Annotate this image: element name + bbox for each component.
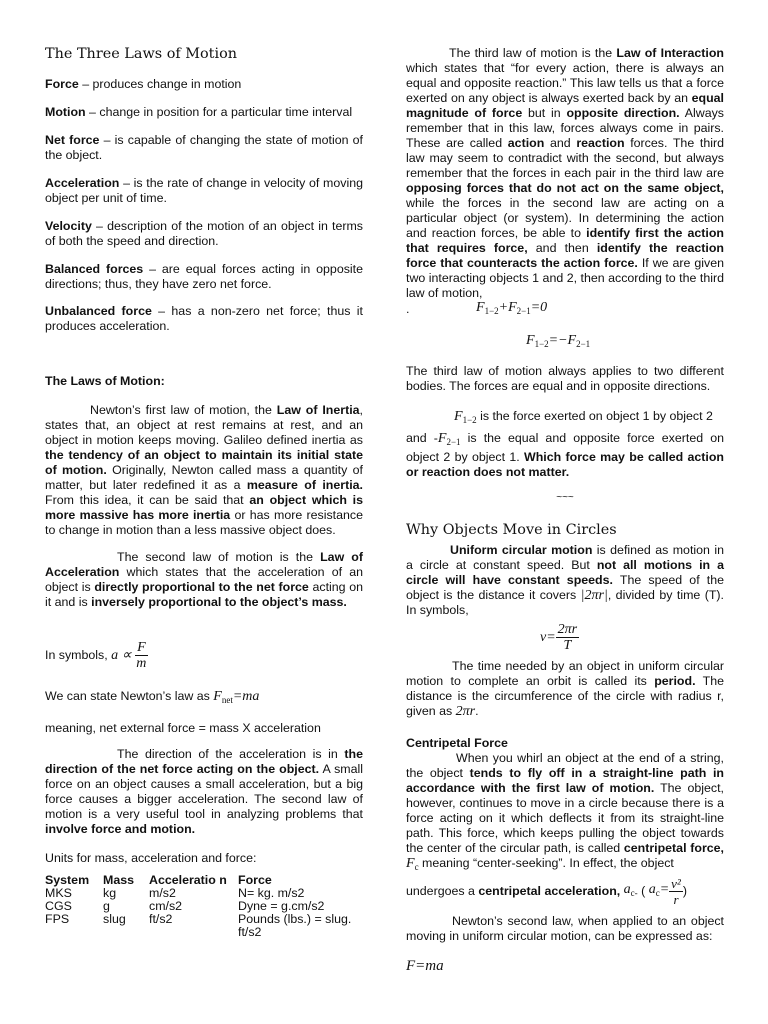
text-run: A small force on an object causes a small acceleration, but a big force causes a bigger acceleration. The second law of motion is a very useful tool in analyzing problems that [45, 762, 363, 821]
bold-text-run: not all motions in a circle will have constant speeds. [406, 558, 724, 587]
bold-text-run: centripetal force, [623, 841, 724, 855]
text-run: The second law of motion is the [117, 550, 321, 564]
newton-second-circular-paragraph: Newton’s second law, when applied to an object moving in uniform circular motion, can be expressed as: [406, 914, 724, 943]
uniform-circular-paragraph: Uniform circular motion is defined as motion in a circle at constant speed. But not all motions in a circle will have constant speeds. The speed of the object is the distance it covers |2πr|, divided by time (T). In symbols, [406, 543, 725, 617]
bold-text-run: inversely proportional to the object’s mass. [91, 595, 347, 609]
centripetal-heading: Centripetal Force [406, 736, 508, 750]
proportion-fraction: $\frac{F}{m}$ [136, 640, 147, 671]
text-run: The third law of motion is the [449, 46, 617, 60]
table-row: MKS kg m/s2 N= kg. m/s2 [45, 886, 305, 900]
second-law-paragraph [45, 550, 363, 610]
text-run: or has more resistance to change in motion than a less massive object does. [45, 508, 363, 537]
definition-velocity: Velocity – description of the motion of an object in terms of both the speed and direction. [45, 219, 363, 248]
text-run: while the forces in the second law are acting on a particular object (or system). In determining the action and reaction forces, be able to [406, 196, 724, 240]
definition-force: Force – produces change in motion [45, 77, 242, 91]
bold-text-run: Uniform circular motion [450, 543, 593, 557]
bold-text-run: involve force and motion. [45, 822, 196, 836]
circles-title: Why Objects Move in Circles [406, 522, 617, 538]
equation-opposite: $F_{1-2}=-F_{2-1}$ [526, 333, 591, 349]
period-paragraph: The time needed by an object in uniform circular motion to complete an orbit is called its period. The distance is the circumference of the circle with radius r, given as 2πr. [406, 659, 724, 719]
text-run: which states that the acceleration of an object is [45, 565, 363, 594]
definition-acceleration: Acceleration – is the rate of change in velocity of moving object per unit of time. [45, 176, 363, 205]
text-run: Always remember that in this law, forces always come in pairs. These are called [406, 106, 724, 150]
text-run: If we are given two interacting objects 1 and 2, then according to the third law of motion, [406, 256, 724, 300]
text-run: and then [527, 241, 597, 255]
text-run: and [544, 136, 577, 150]
newton-formula: $F_{net}=ma$ [213, 689, 260, 705]
table-row: CGS g cm/s2 Dyne = g.cm/s2 [45, 899, 325, 913]
text-run: but in [522, 106, 567, 120]
definition-unbalanced-force: Unbalanced force – has a non-zero net force; thus it produces acceleration. [45, 304, 363, 333]
units-title: Units for mass, acceleration and force: [45, 851, 257, 865]
two-bodies-paragraph: The third law of motion always applies to two different bodies. The forces are equal and in opposite directions. [406, 364, 724, 393]
symbols-line: In symbols, a ∝ $\frac{F}{m}$ [45, 640, 147, 671]
newton-law-line: We can state Newton’s law as $F_{net}=ma$ [45, 689, 260, 705]
bold-text-run: period. [654, 674, 696, 688]
text-run: The direction of the acceleration is in [117, 747, 345, 761]
bold-text-run: the direction of the net force acting on the object. [45, 747, 363, 776]
text-run: acting on it and is [45, 580, 363, 609]
meaning-line: meaning, net external force = mass X acceleration [45, 721, 321, 735]
bold-text-run: opposing forces that do not act on the same object, [406, 181, 724, 195]
definition-net-force: Net force – is capable of changing the state of motion of the object. [45, 133, 363, 162]
bold-text-run: Law of Acceleration [45, 550, 363, 579]
centripetal-paragraph: When you whirl an object at the end of a string, the object tends to fly off in a straight-line path in accordance with the first law of motion. The object, however, continues to move in a circle because there is a force acting on it which deflects it from its straight-line path. This force, which keeps pulling the object towards the center of the circular path, is called centripetal force, $F_c$ meaning “center-seeking”. In effect, the object [406, 751, 724, 872]
third-law-paragraph [406, 46, 724, 301]
centripetal-acceleration-line: undergoes a centripetal acceleration, $a_{c-}$ ( $a_c=$ $\frac{\text{v²}}{r}$ ) [406, 876, 687, 907]
bold-text-run: an object which is more massive has more inertia [45, 493, 364, 522]
text-run: The time needed by an object in uniform circular motion to complete an orbit is called its [406, 659, 724, 688]
text-run: When you whirl an object at the end of a string, the object [406, 751, 724, 780]
text-run: From this idea, it can be said that [45, 493, 250, 507]
table-row: FPS slug ft/s2 Pounds (lbs.) = slug. ft/s2 [45, 912, 352, 939]
text-run: The distance is the circumference of the circle with radius r, given as [406, 674, 724, 718]
text-run: is defined as motion in a circle at constant speed. But [406, 543, 724, 572]
section-separator: ~~~ [556, 492, 574, 503]
text-run: Newton’s first law of motion, the [90, 403, 277, 417]
text-run: The object, however, continues to move in a circle because there is a force acting on it which deflects it from its straight-line path. This force, which keeps pulling the object towards the center of the circular path, is called [406, 781, 724, 855]
text-run: Originally, Newton called mass a quantity of matter, but later redefined it as a [45, 463, 363, 492]
bold-text-run: directly proportional to the net force [94, 580, 309, 594]
bold-text-run: action [507, 136, 545, 150]
bold-text-run: tends to fly off in a straight-line path in accordance with the first law of motion. [406, 766, 724, 795]
direction-paragraph [45, 747, 363, 837]
f12-paragraph: $F_{1-2}$ is the force exerted on object 1 by object 2 [454, 409, 713, 425]
definition-balanced-forces: Balanced forces – are equal forces acting in opposite directions; thus, they have zero net force. [45, 262, 363, 291]
units-table-header: System Mass Acceleratio n Force [45, 873, 272, 887]
bold-text-run: Law of Interaction [616, 46, 724, 60]
text-run: , states that, an object at rest remains at rest, and an object in motion keeps moving. Galileo defined inertia as [45, 403, 363, 447]
text-run: which states that “for every action, there is always an equal and opposite reaction.” This law tells us that a force exerted on any object is always exerted back by an [406, 61, 724, 105]
units-table [45, 874, 363, 939]
bold-text-run: identify the reaction force that counteracts the action force. [406, 241, 724, 270]
bold-text-run: opposite direction. [566, 106, 680, 120]
first-law-paragraph [45, 403, 363, 538]
definition-motion: Motion – change in position for a particular time interval [45, 105, 353, 119]
laws-heading: The Laws of Motion: [45, 374, 165, 388]
text-run: forces. The third law may seem to contradict with the second, but always remember that the forces in each pair in the third law are [406, 136, 724, 180]
velocity-formula: v= $\frac{2\pi r}{T}$ [540, 622, 578, 653]
bold-text-run: reaction [576, 136, 625, 150]
bold-text-run: measure of inertia. [246, 478, 363, 492]
bold-text-run: Law of Inertia [276, 403, 360, 417]
document-page: The Three Laws of Motion Force – produces change in motion Motion – change in position for a particular time interval Net force – is capable of changing the state of motion of the object. Acceleration – is the rate of change in velocity of moving object per unit of time. Velocity – description of the motion of an object in terms of both the speed and direction. Balanced forces – are equal forces acting in opposite directions; thus, they have zero net force. Unbalanced force – has a non-zero net force; thus it produces acceleration. The Laws of Motion: Newton’s first law of motion, the Law of Inertia, states that, an object at rest remains at rest, and an object in motion keeps moving. Galileo defined inertia as the tendency of an object to maintain its initial state of motion. Originally, Newton called mass a quantity of matter, but later redefined it as a measure of inertia. From this idea, it can be said that an object which is more massive has more inertia or has more resistance to change in motion than a less massive object does. The second law of motion is the Law of Acceleration which states that the acceleration of an object is directly proportional to the net force acting on it and is inversely proportional to the object’s mass. In symbols, a ∝ $\frac{F}{m}$ We can state Newton’s law as $F_{net}=ma$ meaning, net external force = mass X acceleration The direction of the acceleration is in the direction of the net force acting on the object. A small force on an object causes a small acceleration, but a big force causes a bigger acceleration. The second law of motion is a very useful tool in analyzing problems that involve force and motion. Units for mass, acceleration and force: System Mass Acceleratio n Force MKS kg m/s2 N= kg. m/s2 CGS g cm/s2 Dyne = g.cm/s2 FPS slug ft/s2 Pounds (lbs.) = slug. ft/s2 The third law of motion is the Law of Interaction which states that “for every action, there is always an equal and opposite reaction.” This law tells us that a force exerted on any object is always exerted back by an equal magnitude of force but in opposite direction. Always remember that in this law, forces always come in pairs. These are called action and reaction forces. The third law may seem to contradict with the second, but always remember that the forces in each pair in the third law are opposing forces that do not act on the same object, while the forces in the second law are acting on a particular object (or system). In determining the action and reaction forces, be able to identify first the action that requires force, and then identify the reaction force that counteracts the action force. If we are given two interacting objects 1 and 2, then according to the third law of motion, . $F_{1-2}+F_{2-1}=0$ $F_{1-2}=-F_{2-1}$ The third law of motion always applies to two different bodies. The forces are equal and in opposite directions. $F_{1-2}$ is the force exerted on object 1 by object 2 and $-F_{2-1}$ is the equal and opposite force exerted on object 2 by object 1. Which force may be called action or reaction does not matter. ~~~ Why Objects Move in Circles Uniform circular motion is defined as motion in a circle at constant speed. But not all motions in a circle will have constant speeds. The speed of the object is the distance it covers |2πr|, divided by time (T). In symbols, v= $\frac{2\pi r}{T}$ The time needed by an object in uniform circular motion to complete an orbit is called its period. The distance is the circumference of the circle with radius r, given as 2πr. Centripetal Force When you whirl an object at the end of a string, the object tends to fly off in a straight-line path in accordance with the first law of motion. The object, however, continues to move in a circle because there is a force acting on it which deflects it from its straight-line path. This force, which keeps pulling the object towards the center of the circular path, is called centripetal force, $F_c$ meaning “center-seeking”. In effect, the object undergoes a centripetal acceleration, $a_{c-}$ ( $a_c=$ $\frac{\text{v²}}{r}$ ) Newton’s second law, when applied to an object moving in uniform circular motion, can be expressed as: F=ma [45, 46, 725, 974]
bold-text-run: the tendency of an object to maintain its initial state of motion. [45, 448, 363, 477]
page-title: The Three Laws of Motion [45, 46, 238, 62]
bold-text-run: equal magnitude of force [406, 91, 724, 120]
text-run: The speed of the object is the distance it covers [406, 573, 725, 602]
f21-paragraph: and $-F_{2-1}$ is the equal and opposite force exerted on object 2 by object 1. Which force may be called action or reaction does not matter. [406, 431, 724, 479]
f-equals-ma: F=ma [406, 958, 444, 974]
bold-text-run: identify first the action that requires force, [406, 226, 724, 255]
